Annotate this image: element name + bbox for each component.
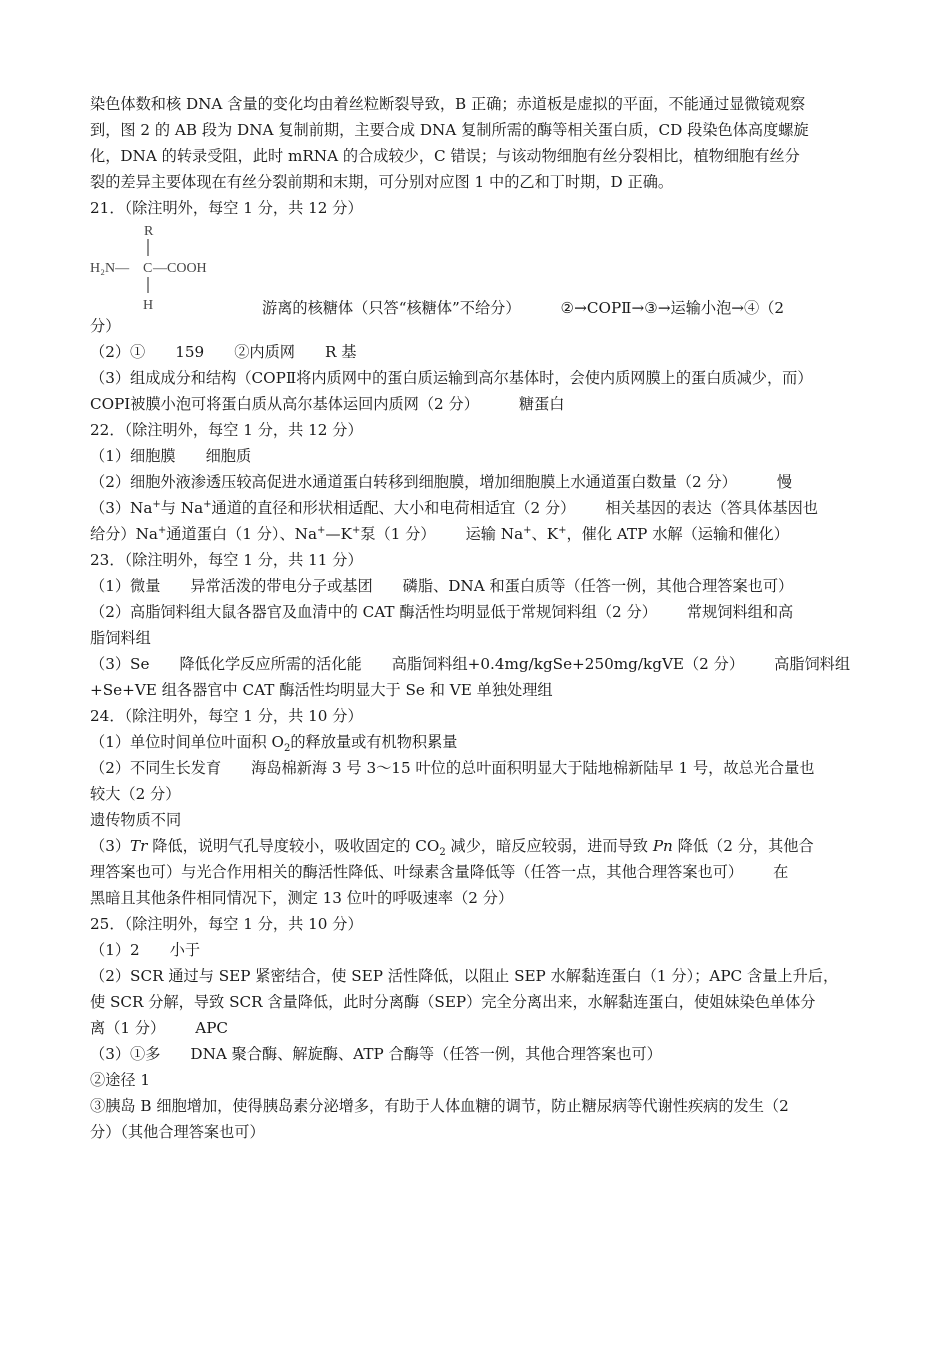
text-fragment: （2）不同生长发育 bbox=[90, 759, 222, 777]
text-fragment: 给分）Na bbox=[90, 525, 158, 543]
text-fragment: （3）Se bbox=[90, 655, 150, 673]
text-line: 黑暗且其他条件相同情况下，测定 13 位叶的呼吸速率（2 分） bbox=[90, 889, 514, 907]
text-line bbox=[90, 599, 862, 625]
structure-right-group: —COOH bbox=[153, 261, 207, 276]
text-fragment: 降低（2 分，其他合 bbox=[672, 837, 814, 855]
text-fragment: 高脂饲料组+0.4mg/kgSe+250mg/kgVE（2 分） bbox=[391, 655, 745, 673]
text-fragment: 、K bbox=[531, 525, 559, 543]
text-fragment: 慢 bbox=[776, 473, 793, 491]
text-fragment: 常规饲料组和高 bbox=[686, 603, 794, 621]
text-line: （2）SCR 通过与 SEP 紧密结合，使 SEP 活性降低，以阻止 SEP 水解黏连蛋白（1 分）；APC 含量上升后， bbox=[90, 967, 839, 985]
text-fragment: 相关基因的表达（答具体基因也 bbox=[605, 499, 818, 517]
text-line bbox=[90, 833, 862, 859]
text-fragment: R 基 bbox=[324, 343, 357, 361]
superscript: + bbox=[523, 524, 532, 536]
superscript: + bbox=[203, 498, 212, 510]
text-fragment: 理答案也可）与光合作用相关的酶活性降低、叶绿素含量降低等（任答一点，其他合理答案也可） bbox=[90, 863, 744, 881]
text-line: 较大（2 分） bbox=[90, 785, 181, 803]
text-line: 使 SCR 分解，导致 SCR 含量降低，此时分离酶（SEP）完全分离出来，水解黏连蛋白，使姐妹染色单体分 bbox=[90, 993, 816, 1011]
question-24 bbox=[90, 703, 862, 911]
text-line: 化，DNA 的转录受阻，此时 mRNA 的合成较少，C 错误；与该动物细胞有丝分裂相比，植物细胞有丝分 bbox=[90, 147, 800, 165]
text-line: +Se+VE 组各器官中 CAT 酶活性均明显大于 Se 和 VE 单独处理组 bbox=[90, 681, 553, 699]
text-line bbox=[90, 651, 862, 677]
text-fragment: 糖蛋白 bbox=[518, 395, 565, 413]
text-line: ②途径 1 bbox=[90, 1071, 151, 1089]
text-fragment: ②内质网 bbox=[234, 343, 295, 361]
text-fragment: 降低，说明气孔导度较小，吸收固定的 CO bbox=[147, 837, 440, 855]
text-fragment: 离（1 分） bbox=[90, 1019, 166, 1037]
text-line: 染色体数和核 DNA 含量的变化均由着丝粒断裂导致，B 正确；赤道板是虚拟的平面，不能通过显微镜观察 bbox=[90, 95, 806, 113]
amino-acid-structure bbox=[90, 221, 862, 317]
text-fragment: 通道的直径和形状相适配、大小和电荷相适宜（2 分） bbox=[211, 499, 576, 517]
superscript: + bbox=[351, 524, 361, 536]
text-line bbox=[90, 443, 862, 469]
text-fragment: 通道蛋白（1 分）、Na bbox=[166, 525, 318, 543]
structure-center-atom: C bbox=[143, 261, 153, 276]
text-fragment: 159 bbox=[175, 343, 205, 361]
text-fragment: 磷脂、DNA 和蛋白质等（任答一例，其他合理答案也可） bbox=[402, 577, 794, 595]
structure-top-atom: R bbox=[144, 224, 154, 239]
text-fragment: 运输 Na bbox=[465, 525, 524, 543]
text-fragment: （2）① bbox=[90, 343, 146, 361]
text-line bbox=[90, 573, 862, 599]
text-fragment: 游离的核糖体（只答“核糖体”不给分） bbox=[262, 299, 521, 317]
subscript: 2 bbox=[284, 743, 291, 755]
superscript: + bbox=[152, 498, 161, 510]
text-fragment: 小于 bbox=[169, 941, 201, 959]
text-line bbox=[90, 521, 862, 547]
text-fragment: 在 bbox=[773, 863, 789, 881]
text-line bbox=[90, 1015, 862, 1041]
text-fragment: （2）高脂饲料组大鼠各器官及血清中的 CAT 酶活性均明显低于常规饲料组（2 分） bbox=[90, 603, 657, 621]
superscript: + bbox=[317, 524, 326, 536]
text-fragment: DNA 聚合酶、解旋酶、ATP 合酶等（任答一例，其他合理答案也可） bbox=[190, 1045, 662, 1063]
text-fragment: 减少，暗反应较弱，进而导致 bbox=[445, 837, 653, 855]
text-fragment: 与 Na bbox=[160, 499, 204, 517]
question-23 bbox=[90, 547, 862, 703]
text-fragment: 泵（1 分） bbox=[360, 525, 436, 543]
text-fragment: （3） bbox=[90, 837, 131, 855]
text-fragment: （3）Na bbox=[90, 499, 153, 517]
text-line bbox=[90, 729, 862, 755]
text-line bbox=[90, 391, 862, 417]
text-line: 遗传物质不同 bbox=[90, 811, 182, 829]
text-fragment: （3）①多 bbox=[90, 1045, 161, 1063]
question-header: 21．（除注明外，每空 1 分，共 12 分） bbox=[90, 199, 363, 217]
text-fragment: （1）微量 bbox=[90, 577, 161, 595]
text-fragment: ，催化 ATP 水解（运输和催化） bbox=[566, 525, 789, 543]
intro-section bbox=[90, 91, 862, 195]
text-fragment: （1）细胞膜 bbox=[90, 447, 176, 465]
text-line bbox=[90, 937, 862, 963]
question-header: 25．（除注明外，每空 1 分，共 10 分） bbox=[90, 915, 363, 933]
text-fragment: 异常活泼的带电分子或基团 bbox=[190, 577, 373, 595]
superscript: + bbox=[157, 524, 167, 536]
text-fragment: （2）细胞外液渗透压较高促进水通道蛋白转移到细胞膜，增加细胞膜上水通道蛋白数量（2 分） bbox=[90, 473, 737, 491]
question-header: 23．（除注明外，每空 1 分，共 11 分） bbox=[90, 551, 363, 569]
text-line bbox=[90, 1041, 862, 1067]
answer-page bbox=[90, 91, 862, 1145]
text-line bbox=[90, 469, 862, 495]
text-line: ③胰岛 B 细胞增加，使得胰岛素分泌增多，有助于人体血糖的调节，防止糖尿病等代谢性疾病的发生（2 bbox=[90, 1097, 789, 1115]
structure-bottom-atom: H bbox=[143, 298, 154, 313]
superscript: + bbox=[558, 524, 567, 536]
text-fragment: （1）单位时间单位叶面积 O bbox=[90, 733, 285, 751]
text-line bbox=[90, 495, 862, 521]
text-fragment: ②→COPⅡ→③→运输小泡→④（2 bbox=[560, 299, 785, 317]
text-line bbox=[90, 859, 862, 885]
text-line: （3）组成成分和结构（COPⅡ将内质网中的蛋白质运输到高尔基体时，会使内质网膜上的蛋白质减少，而） bbox=[90, 369, 813, 387]
text-line bbox=[90, 339, 862, 365]
text-fragment: —K bbox=[325, 525, 352, 543]
text-fragment: 高脂饲料组 bbox=[774, 655, 850, 673]
text-line: 分） bbox=[90, 317, 121, 335]
amino-acid-structure-drawing bbox=[90, 221, 250, 313]
q21-line1-text bbox=[262, 295, 784, 321]
text-line: 裂的差异主要体现在有丝分裂前期和末期，可分别对应图 1 中的乙和丁时期，D 正确。 bbox=[90, 173, 674, 191]
text-fragment: 降低化学反应所需的活化能 bbox=[179, 655, 362, 673]
question-22 bbox=[90, 417, 862, 547]
subscript: 2 bbox=[439, 847, 446, 859]
text-fragment: APC bbox=[195, 1019, 229, 1037]
text-line: 脂饲料组 bbox=[90, 629, 151, 647]
text-fragment: COPⅠ被膜小泡可将蛋白质从高尔基体运回内质网（2 分） bbox=[90, 395, 479, 413]
question-header: 24．（除注明外，每空 1 分，共 10 分） bbox=[90, 707, 363, 725]
text-fragment: 的释放量或有机物积累量 bbox=[290, 733, 458, 751]
text-fragment: （1）2 bbox=[90, 941, 140, 959]
text-line: 分）（其他合理答案也可） bbox=[90, 1123, 265, 1141]
question-header: 22．（除注明外，每空 1 分，共 12 分） bbox=[90, 421, 363, 439]
italic-term: Pn bbox=[652, 837, 673, 855]
text-line: 到，图 2 的 AB 段为 DNA 复制前期，主要合成 DNA 复制所需的酶等相关蛋白质，CD 段染色体高度螺旋 bbox=[90, 121, 809, 139]
question-25 bbox=[90, 911, 862, 1145]
text-line bbox=[90, 755, 862, 781]
text-fragment: 细胞质 bbox=[205, 447, 252, 465]
text-fragment: 海岛棉新海 3 号 3～15 叶位的总叶面积明显大于陆地棉新陆早 1 号，故总光合量也 bbox=[251, 759, 815, 777]
question-21 bbox=[90, 195, 862, 417]
italic-term: Tr bbox=[130, 837, 148, 855]
structure-left-group: H₂N— bbox=[90, 261, 130, 276]
